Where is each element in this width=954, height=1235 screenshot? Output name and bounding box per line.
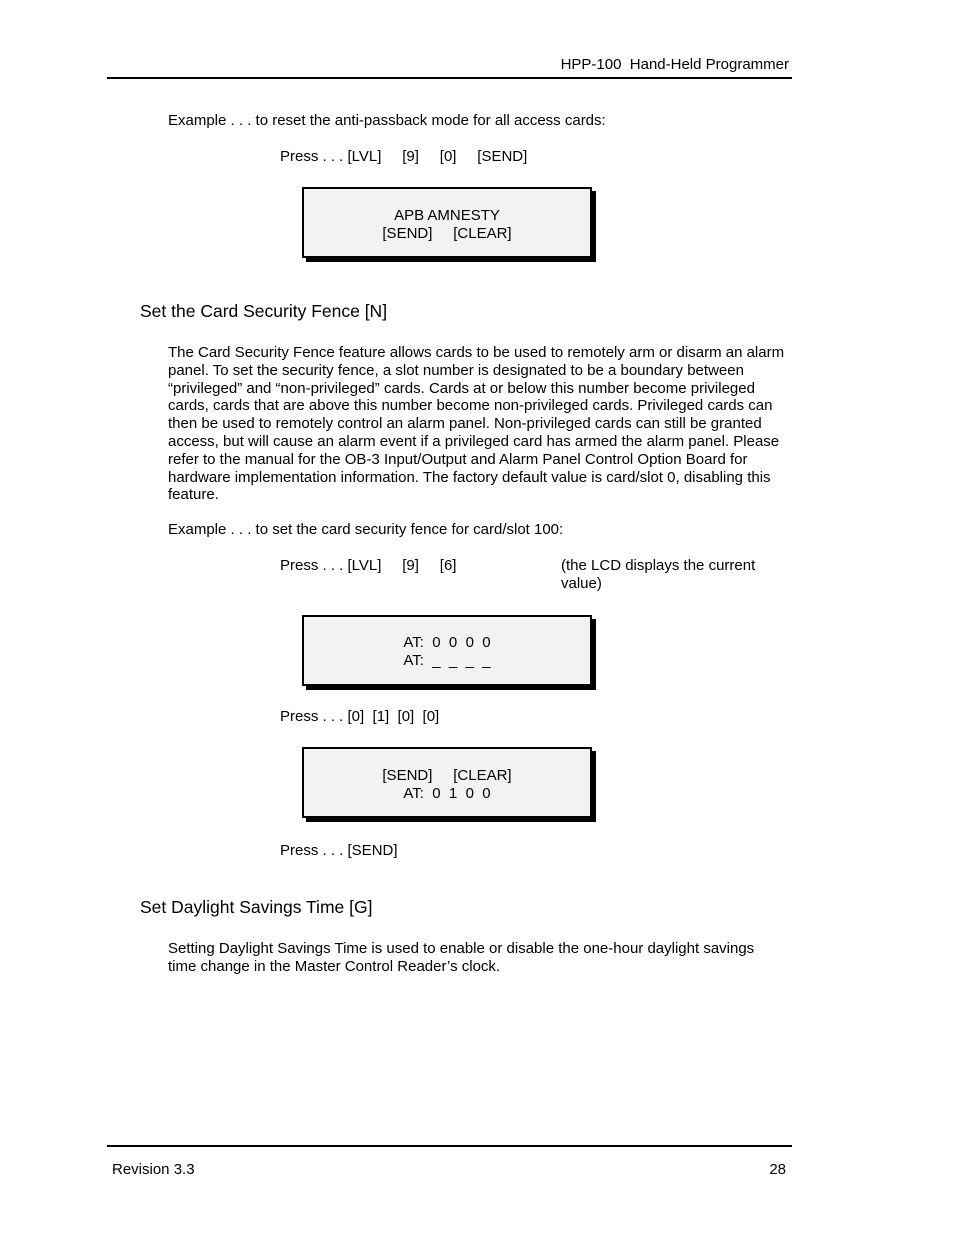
lcd-display-fence-entered <box>302 747 592 818</box>
fence-press-instruction-2: Press . . . [0] [1] [0] [0] <box>280 708 440 725</box>
apb-example-text: Example . . . to reset the anti-passback mode for all access cards: <box>168 112 606 129</box>
lcd-line-2: AT: 0 1 0 0 <box>403 784 491 802</box>
security-fence-paragraph: The Card Security Fence feature allows cards to be used to remotely arm or disarm an alarm panel. To set the security fence, a slot number is designated to be a boundary between “privileged” and “non-privileged” cards. Cards at or below this number become privileged cards, cards that are above this number become non-privileged cards. Privileged cards can then be used to remotely control an alarm panel. Non-privileged cards can still be granted access, but will cause an alarm event if a privileged card has armed the alarm panel. Please refer to the manual for the OB-3 Input/Output and Alarm Panel Control Option Board for hardware implementation information. The factory default value is card/slot 0, disabling this feature. <box>168 344 785 504</box>
lcd-line-2: AT: _ _ _ _ <box>403 651 491 669</box>
fence-press-instruction-1: Press . . . [LVL] [9] [6] <box>280 557 457 574</box>
lcd-line-1: [SEND] [CLEAR] <box>382 767 512 784</box>
footer-revision: Revision 3.3 <box>112 1161 195 1178</box>
section-heading-security-fence: Set the Card Security Fence [N] <box>140 301 388 321</box>
lcd-line-1: AT: 0 0 0 0 <box>403 634 491 651</box>
lcd-line-1: APB AMNESTY <box>394 207 500 224</box>
header-rule <box>107 77 792 79</box>
daylight-savings-paragraph: Setting Daylight Savings Time is used to enable or disable the one-hour daylight savings time change in the Master Control Reader’s clock. <box>168 940 755 975</box>
section-heading-daylight-savings: Set Daylight Savings Time [G] <box>140 897 373 917</box>
fence-example-text: Example . . . to set the card security fence for card/slot 100: <box>168 521 564 538</box>
lcd-current-value-note: (the LCD displays the current value) <box>561 557 756 592</box>
apb-press-instruction: Press . . . [LVL] [9] [0] [SEND] <box>280 148 528 165</box>
lcd-display-fence-current <box>302 615 592 686</box>
fence-press-instruction-3: Press . . . [SEND] <box>280 842 398 859</box>
footer-rule <box>107 1145 792 1147</box>
lcd-line-2: [SEND] [CLEAR] <box>382 224 512 242</box>
page-number: 28 <box>769 1161 786 1178</box>
header-title: HPP-100 Hand-Held Programmer <box>560 56 789 73</box>
lcd-display-apb <box>302 187 592 258</box>
